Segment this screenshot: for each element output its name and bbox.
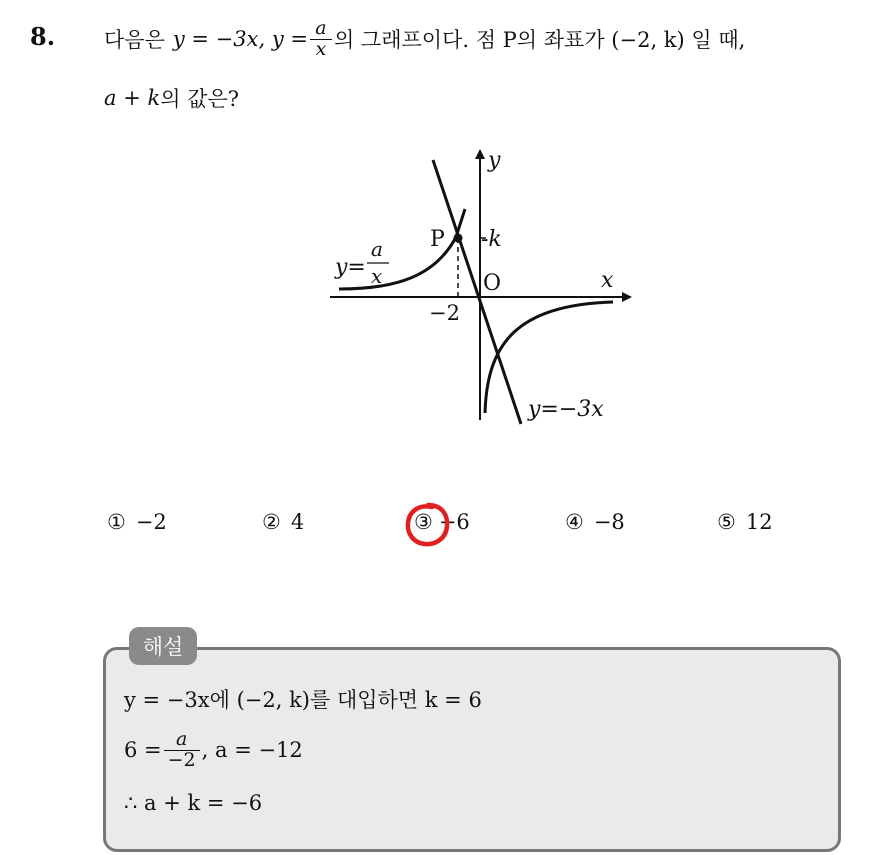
choice-3-mark: ③: [414, 510, 433, 534]
question-fraction-numerator: a: [315, 16, 327, 39]
solution-line-3: [124, 786, 262, 820]
line-label: y=−3x: [528, 397, 604, 422]
solution-fraction-denominator: −2: [167, 748, 196, 771]
choice-4[interactable]: [565, 510, 625, 534]
solution-line-2-left: 6 =: [124, 738, 162, 762]
choice-1[interactable]: [107, 510, 167, 534]
choice-2-mark: ②: [262, 510, 281, 534]
choice-4-value: −8: [593, 510, 625, 534]
choice-5-value: 12: [745, 510, 773, 534]
choice-2[interactable]: [262, 510, 304, 534]
solution-line-2: [124, 722, 303, 778]
line-y-minus-3x: [433, 160, 521, 424]
solution-line-3-text: ∴ a + k = −6: [124, 791, 263, 815]
question-fraction-denominator: x: [315, 37, 327, 60]
solution-line-2-right: , a = −12: [201, 738, 303, 762]
y-axis-label: y: [488, 148, 501, 173]
point-p-label: P: [430, 227, 445, 252]
choice-4-mark: ④: [565, 510, 584, 534]
answer-circle-mark: [402, 499, 452, 549]
point-p: [454, 234, 463, 243]
choice-1-value: −2: [135, 510, 167, 534]
curve-label-denominator: x: [371, 264, 383, 288]
x-axis-label: x: [601, 268, 614, 293]
question-fraction: [312, 16, 330, 60]
choice-3-value: −6: [438, 510, 470, 534]
question-intro: 다음은: [104, 28, 165, 52]
choice-5[interactable]: [717, 510, 773, 534]
question-number: 8.: [30, 22, 56, 51]
solution-line-1: [124, 682, 482, 716]
origin-label: O: [483, 271, 502, 296]
question-equations: y = −3x, y =: [172, 27, 308, 51]
question-expression: a + k: [104, 86, 161, 110]
solution-line-1-text: y = −3x에 (−2, k)를 대입하면 k = 6: [124, 688, 482, 712]
curve-label-numerator: a: [371, 237, 383, 261]
question-ask: 의 값은?: [160, 87, 239, 111]
solution-tag: 해설: [129, 627, 197, 665]
question-line-2: [104, 82, 239, 114]
solution-fraction: [166, 727, 198, 771]
curve-label-prefix: y=: [335, 255, 366, 280]
k-label: -k: [481, 227, 502, 252]
question-line-1: [104, 12, 745, 66]
minus2-label: −2: [429, 301, 460, 325]
solution-fraction-numerator: a: [175, 727, 188, 750]
graph-figure: [325, 145, 645, 435]
choice-2-value: 4: [290, 510, 305, 534]
choice-5-mark: ⑤: [717, 510, 736, 534]
question-rest: 의 그래프이다. 점 P의 좌표가 (−2, k) 일 때,: [333, 28, 746, 52]
choice-1-mark: ①: [107, 510, 126, 534]
